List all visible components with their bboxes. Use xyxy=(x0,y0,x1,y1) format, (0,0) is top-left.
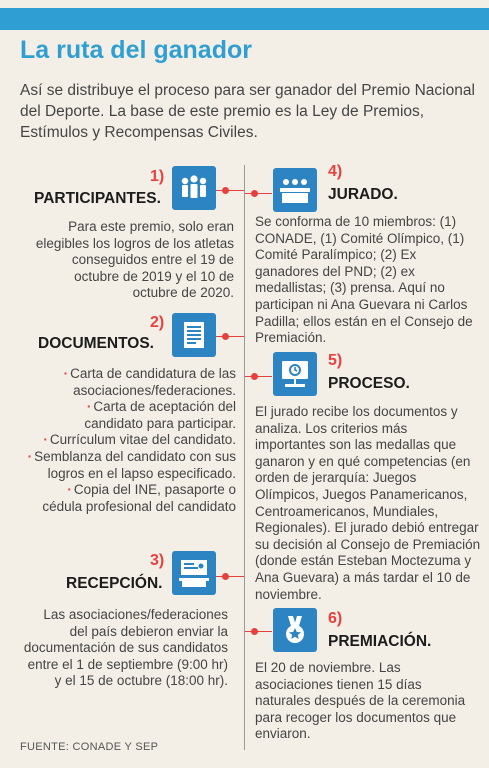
step-1-connector xyxy=(216,190,244,191)
step-2-title: DOCUMENTOS. xyxy=(38,335,154,352)
step-6-dot xyxy=(251,628,258,635)
step-5-dot xyxy=(251,373,258,380)
step-6-title: PREMIACIÓN. xyxy=(328,633,432,650)
step-6-text: El 20 de noviembre. Las asociaciones tienen 15 días naturales después de la ceremonia para recoger los documentos que enviaron. xyxy=(255,660,466,742)
step-5-title: PROCESO. xyxy=(328,375,410,392)
step-1-number: 1) xyxy=(150,168,165,185)
center-divider xyxy=(244,165,245,750)
step-4-number: 4) xyxy=(328,163,343,180)
list-item: · Semblanza del candidato con sus logros en el lapso especificado. xyxy=(27,448,236,481)
step-3-title: RECEPCIÓN. xyxy=(66,575,163,592)
source-note: FUENTE: CONADE Y SEP xyxy=(20,741,159,753)
page-title: La ruta del ganador xyxy=(20,36,252,64)
medal-icon xyxy=(273,608,317,652)
step-6-connector xyxy=(245,631,272,632)
step-1-title: PARTICIPANTES. xyxy=(34,190,161,207)
step-5-connector xyxy=(245,376,272,377)
step-5-text: El jurado recibe los documentos y analiza. Los criterios más importantes son las medallas que ganaron y en qué competencias (en orden de jerarquía: Juegos Olímpicos, Juegos Panamericanos, Centroamericanos, Mundiales, Regionales). El jurado debió entregar su decisión al Consejo de Premiación (donde están Esteban Moctezuma y Ana Guevara) a más tardar el 10 de noviembre. xyxy=(255,404,481,602)
step-4-text: Se conforma de 10 miembros: (1) CONADE, (1) Comité Olímpico, (1) Comité Paralímpico; (2) Ex ganadores del PND; (2) ex medallistas; (3) prensa. Aquí no participan ni Ana Guevara ni Carlos Padilla; ellos están en el Consejo de Premiación. xyxy=(255,214,473,346)
step-5-number: 5) xyxy=(328,352,343,369)
people-icon xyxy=(172,166,216,210)
step-3-connector xyxy=(216,576,244,577)
presentation-screen-icon xyxy=(273,352,317,396)
step-3-dot xyxy=(222,573,229,580)
step-4-connector xyxy=(245,193,272,194)
list-item: · Carta de aceptación del candidato para participar. xyxy=(84,399,236,431)
step-4-title: JURADO. xyxy=(328,186,398,203)
list-item: · Carta de candidatura de las asociaciones/federaciones. xyxy=(63,366,236,398)
jury-panel-icon xyxy=(273,168,317,212)
step-2-connector xyxy=(216,336,244,337)
step-3-number: 3) xyxy=(150,552,165,569)
step-2-dot xyxy=(222,333,229,340)
list-item: · Copia del INE, pasaporte o cédula profesional del candidato xyxy=(42,482,236,514)
intro-text: Así se distribuye el proceso para ser ganador del Premio Nacional del Deporte. La base de este premio es la Ley de Premios, Estímulos y Recompensas Civiles. xyxy=(20,82,475,141)
step-6-number: 6) xyxy=(328,610,343,627)
step-2-list xyxy=(26,366,236,515)
document-icon xyxy=(172,313,216,357)
list-item: · Currículum vitae del candidato. xyxy=(43,432,236,448)
step-2-number: 2) xyxy=(150,314,165,331)
reception-desk-icon xyxy=(172,551,216,595)
step-4-dot xyxy=(251,190,258,197)
step-3-text: Las asociaciones/federaciones del país debieron enviar la documentación de sus candidatos entre el 1 de septiembre (9:00 hr) y el 15 de octubre (18:00 hr). xyxy=(23,607,228,689)
step-1-dot xyxy=(222,187,229,194)
top-color-bar xyxy=(0,8,489,30)
step-1-text: Para este premio, solo eran elegibles los logros de los atletas conseguidos entre el 19 de octubre de 2019 y el 10 de octubre de 2020. xyxy=(35,219,234,301)
